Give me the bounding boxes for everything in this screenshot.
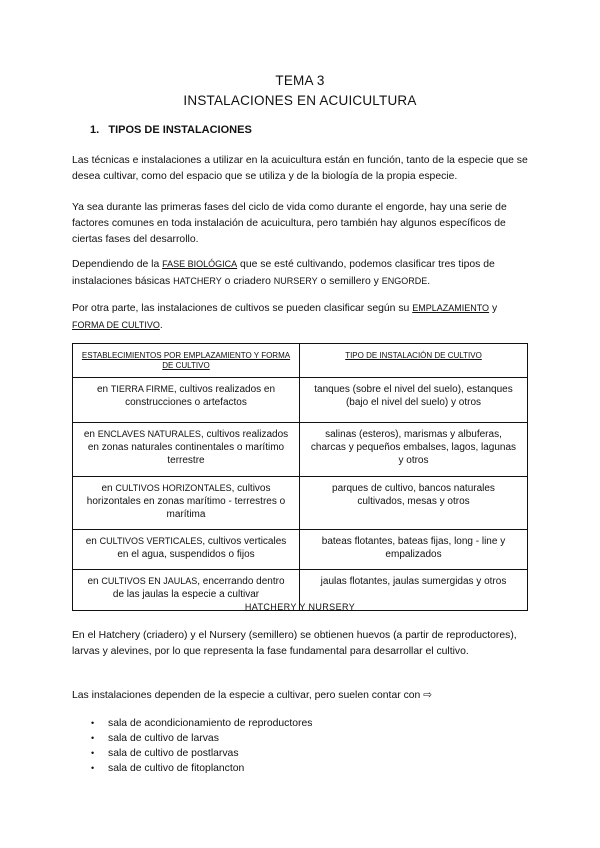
facilities-list bbox=[72, 716, 312, 776]
table-cell-location: en CULTIVOS EN JAULAS, encerrando dentro de las jaulas la especie a cultivar bbox=[73, 570, 300, 611]
fase-biologica-term: FASE BIOLÓGICA bbox=[162, 259, 238, 269]
table-cell-location: en ENCLAVES NATURALES, cultivos realizados en zonas naturales continentales o marítimo terrestre bbox=[73, 423, 300, 477]
emplazamiento-term: EMPLAZAMIENTO bbox=[412, 303, 490, 313]
table-row bbox=[73, 378, 528, 423]
table-cell-location: en CULTIVOS HORIZONTALES, cultivos horizontales en zonas marítimo - terrestres o marítima bbox=[73, 477, 300, 530]
table-cell-location: en CULTIVOS VERTICALES, cultivos verticales en el agua, suspendidos o fijos bbox=[73, 530, 300, 570]
table-header-cell: ESTABLECIMIENTOS POR EMPLAZAMIENTO Y FORMA DE CULTIVO bbox=[73, 344, 300, 378]
table-cell-type: jaulas flotantes, jaulas sumergidas y otros bbox=[300, 570, 528, 611]
table-row bbox=[73, 477, 528, 530]
section-title: TIPOS DE INSTALACIONES bbox=[108, 124, 252, 136]
paragraph-3 bbox=[72, 256, 534, 290]
installations-table bbox=[72, 343, 528, 611]
paragraph-3-text-a: Dependiendo de la bbox=[72, 259, 163, 270]
section-number: 1. bbox=[90, 124, 100, 136]
table-row bbox=[73, 530, 528, 570]
list-item: • sala de acondicionamiento de reproductores bbox=[72, 716, 312, 731]
paragraph-6: Las instalaciones dependen de la especie a cultivar, pero suelen contar con ⇨ bbox=[72, 690, 432, 701]
paragraph-3-text-e: o criadero bbox=[221, 276, 274, 287]
paragraph-3-text-i: . bbox=[427, 276, 431, 287]
paragraph-5: En el Hatchery (criadero) y el Nursery (semillero) se obtienen huevos (a partir de reproductores), larvas y alevines, por lo que representa la fase fundamental para desarrollar el cultivo. bbox=[72, 630, 517, 657]
paragraph-2: Ya sea durante las primeras fases del ciclo de vida como durante el engorde, hay una serie de factores comunes en toda instalación de acuicultura, pero también hay algunos específicos de ciertas fases del desarrollo. bbox=[72, 202, 507, 245]
paragraph-1: Las técnicas e instalaciones a utilizar en la acuicultura están en función, tanto de la especie que se desea cultivar, como del espacio que se utiliza y de la biología de la propia especie. bbox=[72, 155, 528, 182]
table-header-cell: TIPO DE INSTALACIÓN DE CULTIVO bbox=[300, 344, 528, 378]
paragraph-4-text-e: . bbox=[159, 320, 163, 331]
list-item: • sala de cultivo de larvas bbox=[72, 731, 312, 746]
paragraph-4 bbox=[72, 300, 534, 334]
paragraph-4-text-a: Por otra parte, las instalaciones de cultivos se pueden clasificar según su bbox=[72, 303, 413, 314]
paragraph-3-text-c: que se esté cultivando, podemos clasificar tres tipos de instalaciones básicas bbox=[72, 259, 495, 287]
table-row bbox=[73, 423, 528, 477]
table-header-row bbox=[73, 344, 528, 378]
table-cell-type: parques de cultivo, bancos naturales cultivados, mesas y otros bbox=[300, 477, 528, 530]
list-item: • sala de cultivo de fitoplancton bbox=[72, 761, 312, 776]
list-item: • sala de cultivo de postlarvas bbox=[72, 746, 312, 761]
table-cell-location: en TIERRA FIRME, cultivos realizados en construcciones o artefactos bbox=[73, 378, 300, 423]
document-title: TEMA 3 bbox=[275, 73, 325, 88]
document-subtitle: INSTALACIONES EN ACUICULTURA bbox=[183, 93, 417, 108]
table-cell-type: salinas (esteros), marismas y albuferas, charcas y pequeños embalses, lagos, lagunas y otros bbox=[300, 423, 528, 477]
table-cell-type: bateas flotantes, bateas fijas, long - line y empalizados bbox=[300, 530, 528, 570]
nursery-term: NURSERY bbox=[273, 276, 318, 286]
hatchery-term: HATCHERY bbox=[173, 276, 222, 286]
section-heading bbox=[90, 124, 252, 136]
paragraph-3-text-g: o semillero y bbox=[317, 276, 382, 287]
engorde-term: ENGORDE bbox=[381, 276, 428, 286]
subsection-heading: HATCHERY Y NURSERY bbox=[244, 602, 356, 612]
table-cell-type: tanques (sobre el nivel del suelo), estanques (bajo el nivel del suelo) y otros bbox=[300, 378, 528, 423]
paragraph-4-text-c: y bbox=[489, 303, 498, 314]
forma-de-cultivo-term: FORMA DE CULTIVO bbox=[72, 320, 160, 330]
